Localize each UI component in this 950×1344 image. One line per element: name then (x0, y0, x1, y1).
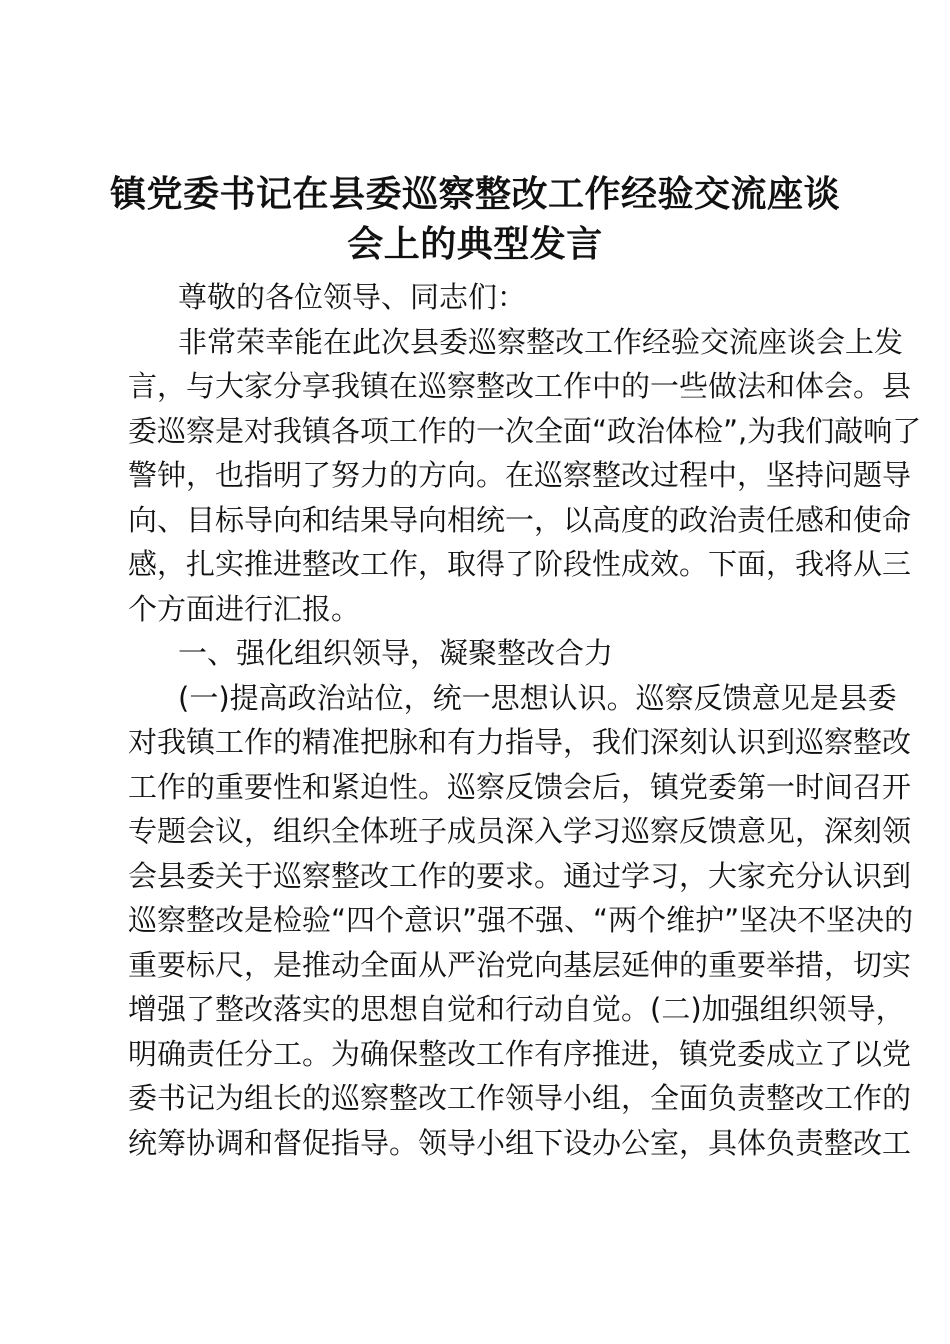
text-line: 委书记为组长的巡察整改工作领导小组，全面负责整改工作的 (128, 1081, 912, 1115)
text-line: 会县委关于巡察整改工作的要求。通过学习，大家充分认识到 (128, 858, 912, 893)
text-line: 言，与大家分享我镇在巡察整改工作中的一些做法和体会。县 (128, 369, 912, 403)
text-line: 向、目标导向和结果导向相统一，以高度的政治责任感和使命 (128, 502, 912, 537)
text-line: (一)提高政治站位，统一思想认识。巡察反馈意见是县委 (178, 680, 897, 715)
text-line: 委巡察是对我镇各项工作的一次全面“政治体检”,为我们敲响了 (128, 413, 922, 448)
text-line: 明确责任分工。为确保整改工作有序推进，镇党委成立了以党 (128, 1036, 912, 1071)
text-line: 工作的重要性和紧迫性。巡察反馈会后，镇党委第一时间召开 (128, 769, 912, 804)
text-line: 统筹协调和督促指导。领导小组下设办公室，具体负责整改工 (128, 1125, 912, 1160)
text-line: 专题会议，组织全体班子成员深入学习巡察反馈意见，深刻领 (128, 814, 912, 848)
text-line: 对我镇工作的精准把脉和有力指导，我们深刻认识到巡察整改 (128, 725, 912, 759)
text-line: 重要标尺，是推动全面从严治党向基层延伸的重要举措，切实 (128, 947, 912, 982)
title-line-2: 会上的典型发言 (347, 224, 603, 265)
text-line: 巡察整改是检验“四个意识”强不强、“两个维护”坚决不坚决的 (128, 903, 914, 937)
text-line: 感，扎实推进整改工作，取得了阶段性成效。下面，我将从三 (128, 547, 912, 581)
text-line: 增强了整改落实的思想自觉和行动自觉。(二)加强组织领导， (128, 992, 905, 1026)
text-line: 警钟，也指明了努力的方向。在巡察整改过程中，坚持问题导 (128, 458, 912, 492)
title-line-1: 镇党委书记在县委巡察整改工作经验交流座谈 (109, 174, 840, 215)
text-line: 个方面进行汇报。 (128, 591, 361, 626)
section-heading: 一、强化组织领导，凝聚整改合力 (178, 636, 614, 670)
text-line: 非常荣幸能在此次县委巡察整改工作经验交流座谈会上发 (178, 324, 904, 359)
text-line: 尊敬的各位领导、同志们： (178, 280, 527, 314)
